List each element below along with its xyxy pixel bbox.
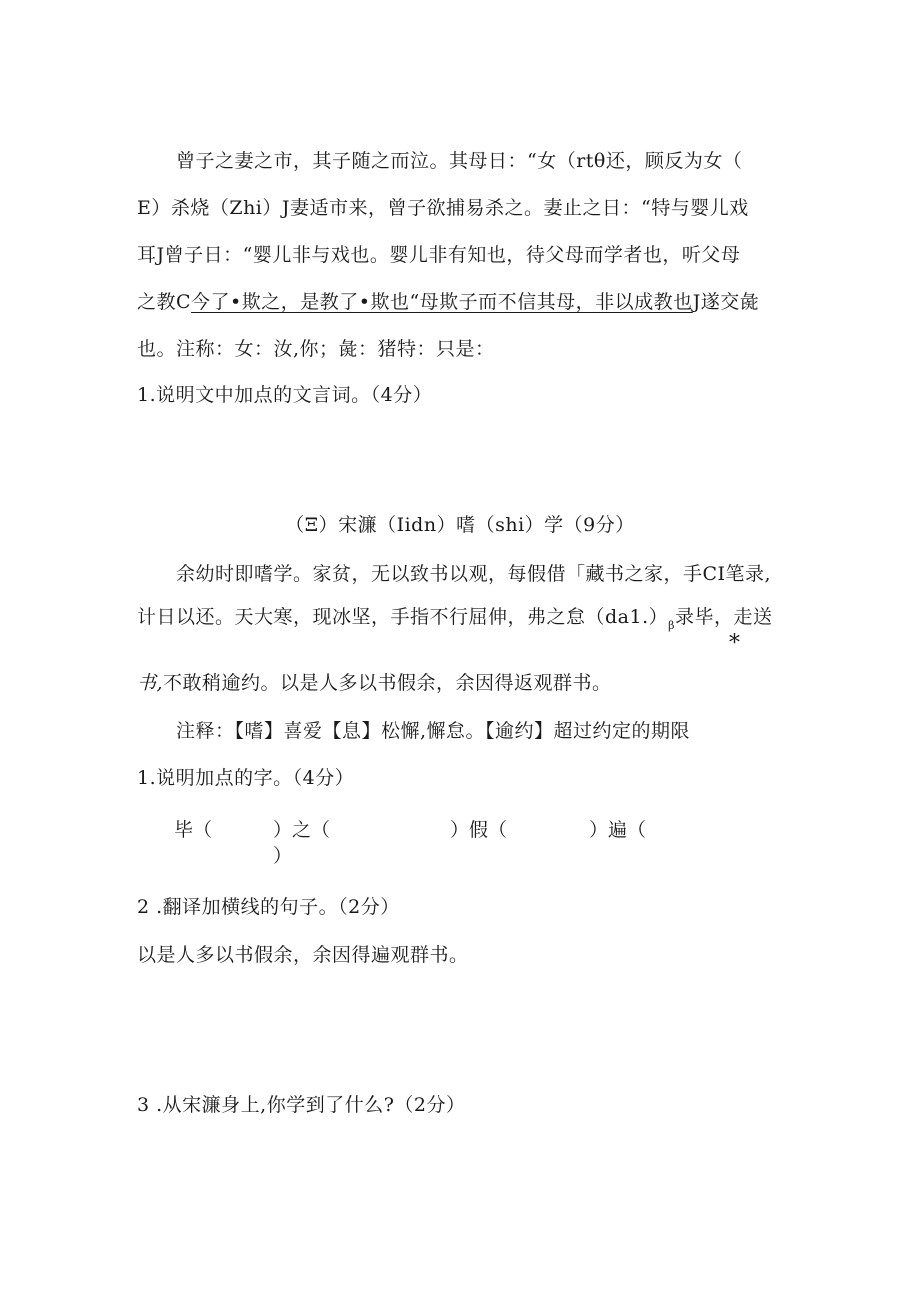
passage-line-4: [137, 289, 759, 315]
question-1: 1.说明文中加点的文言词。（4分）: [137, 384, 433, 406]
section-question-3: 3 .从宋濂身上,你学到了什么?（2分）: [137, 1094, 466, 1116]
translation-sentence: 以是人多以书假余，余因得遍观群书。: [137, 944, 469, 966]
passage-line-2: E）杀烧（Zhi）J妻适市来，曾子欲捕易杀之。妻止之日：“特与婴儿戏: [137, 197, 749, 219]
section-line-1: 余幼时即嗜学。家贫，无以致书以观，每假借「藏书之家，手CI笔录,: [176, 563, 772, 585]
section-line-2: [137, 604, 773, 639]
passage-line-4-end: J遂交彘: [692, 291, 760, 313]
passage-line-4-start: 之教C: [137, 291, 192, 313]
section-line-3-start: 书,: [137, 672, 164, 694]
blank-bian: ）遍（: [589, 819, 647, 841]
blank-jia: ）假（: [450, 819, 508, 841]
passage-notes: 也。注称：女：汝,你；彘：猪特：只是：: [137, 338, 495, 360]
passage-line-3: 耳J曾子日：“婴儿非与戏也。婴儿非有知也，待父母而学者也，听父母: [137, 244, 741, 266]
section-line-2-start: 计日以还。天大寒，现冰坚，手指不行屈伸，弗之怠（da1.）: [137, 606, 669, 628]
section-note: 注释：【嗜】喜爱【息】松懈,懈怠。【逾约】超过约定的期限: [176, 720, 691, 742]
section-line-3: [137, 670, 612, 696]
section-question-2: 2 .翻译加横线的句子。（2分）: [137, 896, 400, 918]
blank-close: ）: [273, 845, 293, 867]
section-title: （Ξ）宋濂（Iidn）嗜（shi）学（9分）: [285, 514, 635, 536]
asterisk-mark: *: [729, 631, 740, 656]
passage-line-1: 曾子之妻之市，其子随之而泣。其母日：“女（rtθ还，顾反为女（: [176, 150, 743, 172]
blank-bi: 毕（: [174, 819, 213, 841]
underlined-sentence: 今了•欺之，是教了•欺也“母欺子而不信其母，非以成教也: [191, 291, 693, 313]
section-line-2-end: 录毕，走送: [674, 606, 773, 628]
section-line-3-end: 不敢稍逾约。以是人多以书假余，余因得返观群书。: [163, 672, 612, 694]
section-question-1: 1.说明加点的字。（4分）: [137, 767, 355, 789]
subscript-mark: β: [668, 619, 675, 632]
blank-zhi: ）之（: [273, 819, 331, 841]
